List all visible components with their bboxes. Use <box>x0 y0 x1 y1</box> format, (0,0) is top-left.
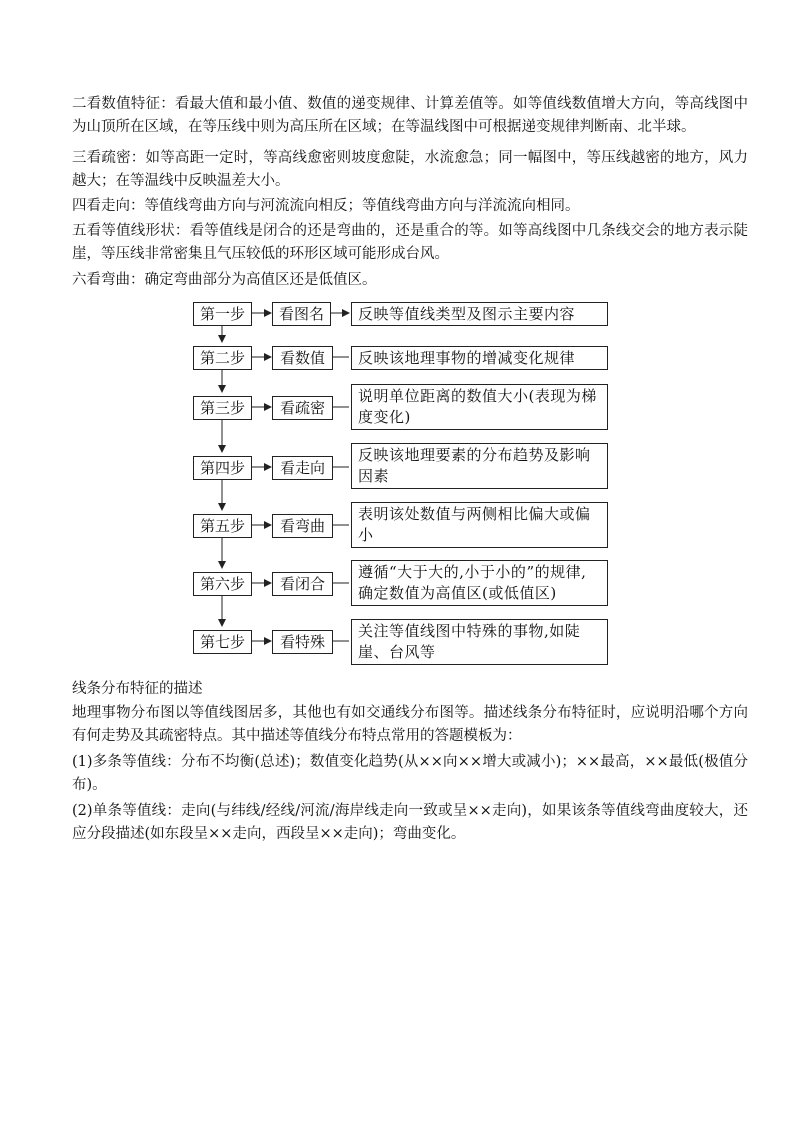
step-box-2: 第二步 <box>193 346 252 370</box>
paragraph-bend: 六看弯曲：确定弯曲部分为高值区还是低值区。 <box>72 272 377 288</box>
paragraph-density: 三看疏密：如等高距一定时，等高线愈密则坡度愈陡，水流愈急；同一幅图中，等压线越密的地方，风力越大；在等温线中反映温差大小。 <box>72 150 748 189</box>
step-box-3: 第三步 <box>193 396 252 420</box>
action-box-2: 看数值 <box>272 346 333 370</box>
step-box-5: 第五步 <box>193 514 252 538</box>
desc-box-7: 关注等值线图中特殊的事物,如陡崖、台风等 <box>351 619 608 665</box>
action-box-5: 看弯曲 <box>272 514 333 538</box>
desc-box-3: 说明单位距离的数值大小(表现为梯度变化) <box>351 384 608 430</box>
action-box-1: 看图名 <box>272 302 331 326</box>
desc-box-4: 反映该地理要素的分布趋势及影响因素 <box>351 443 608 489</box>
section-heading: 线条分布特征的描述 <box>72 681 203 697</box>
template-item-1: (1)多条等值线：分布不均衡(总述)；数值变化趋势(从××向××增大或减小)；××最高，××最低(极值分布)。 <box>72 754 748 793</box>
step-box-4: 第四步 <box>193 456 252 480</box>
step-box-1: 第一步 <box>193 302 252 326</box>
section-intro: 地理事物分布图以等值线图居多，其他也有如交通线分布图等。描述线条分布特征时，应说明沿哪个方向有何走势及其疏密特点。其中描述等值线分布特点常用的答题模板为： <box>72 705 748 744</box>
desc-box-6: 遵循“大于大的,小于小的”的规律,确定数值为高值区(或低值区) <box>351 560 608 606</box>
paragraph-values: 二看数值特征：看最大值和最小值、数值的递变规律、计算差值等。如等值线数值增大方向，等高线图中为山顶所在区域，在等压线中则为高压所在区域；在等温线图中可根据递变规律判断南、北半球。 <box>72 96 748 135</box>
paragraph-shape: 五看等值线形状：看等值线是闭合的还是弯曲的，还是重合的等。如等高线图中几条线交会的地方表示陡崖，等压线非常密集且气压较低的环形区域可能形成台风。 <box>72 223 748 262</box>
action-box-7: 看特殊 <box>272 630 333 654</box>
action-box-3: 看疏密 <box>272 396 333 420</box>
paragraph-direction: 四看走向：等值线弯曲方向与河流流向相反；等值线弯曲方向与洋流流向相同。 <box>72 198 580 214</box>
action-box-6: 看闭合 <box>272 572 333 596</box>
desc-box-1: 反映等值线类型及图示主要内容 <box>351 302 608 326</box>
step-box-7: 第七步 <box>193 630 252 654</box>
desc-box-5: 表明该处数值与两侧相比偏大或偏小 <box>351 502 608 548</box>
action-box-4: 看走向 <box>272 456 333 480</box>
template-item-2: (2)单条等值线：走向(与纬线/经线/河流/海岸线走向一致或呈××走向)，如果该条等值线弯曲度较大，还应分段描述(如东段呈××走向，西段呈××走向)；弯曲变化。 <box>72 803 748 842</box>
desc-box-2: 反映该地理事物的增减变化规律 <box>351 346 608 370</box>
step-box-6: 第六步 <box>193 572 252 596</box>
